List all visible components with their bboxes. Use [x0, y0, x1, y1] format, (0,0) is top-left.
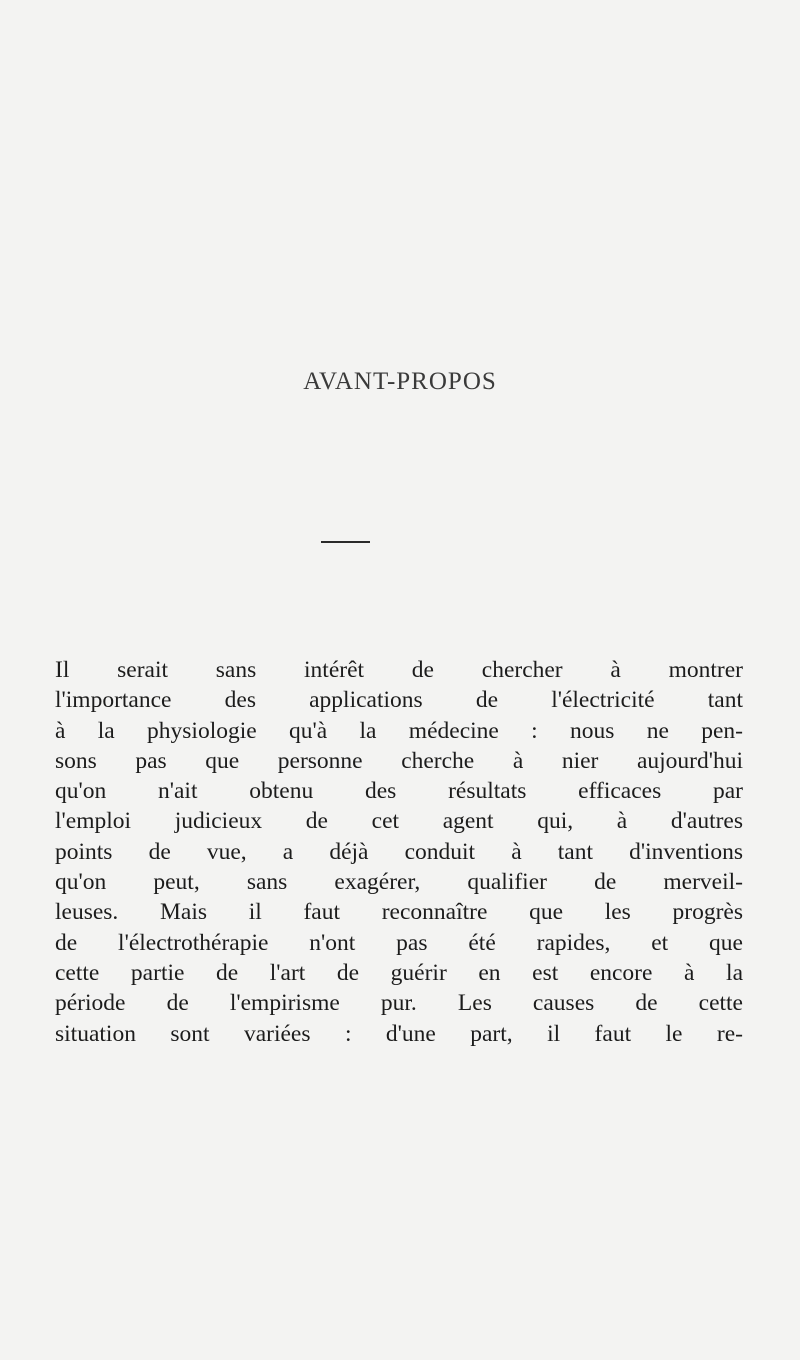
body-paragraph [55, 655, 743, 1049]
text-line: de l'électrothérapie n'ont pas été rapides, et que [55, 929, 743, 956]
text-line: cette partie de l'art de guérir en est encore à la [55, 959, 743, 986]
text-line: l'emploi judicieux de cet agent qui, à d'autres [55, 808, 743, 835]
text-line: qu'on peut, sans exagérer, qualifier de merveil- [55, 869, 743, 896]
chapter-heading: AVANT-PROPOS [303, 368, 497, 395]
text-line: leuses. Mais il faut reconnaître que les progrès [55, 899, 743, 926]
text-line: situation sont variées : d'une part, il faut le re- [55, 1020, 743, 1047]
text-line: sons pas que personne cherche à nier aujourd'hui [55, 747, 743, 774]
text-line: qu'on n'ait obtenu des résultats efficaces par [55, 778, 743, 805]
text-line: Il serait sans intérêt de chercher à montrer [55, 657, 743, 683]
text-line: période de l'empirisme pur. Les causes de cette [55, 990, 743, 1017]
text-line: l'importance des applications de l'électricité tant [55, 687, 743, 714]
text-line: points de vue, a déjà conduit à tant d'inventions [55, 838, 743, 865]
section-divider [321, 541, 370, 543]
text-line: à la physiologie qu'à la médecine : nous ne pen- [55, 717, 743, 744]
